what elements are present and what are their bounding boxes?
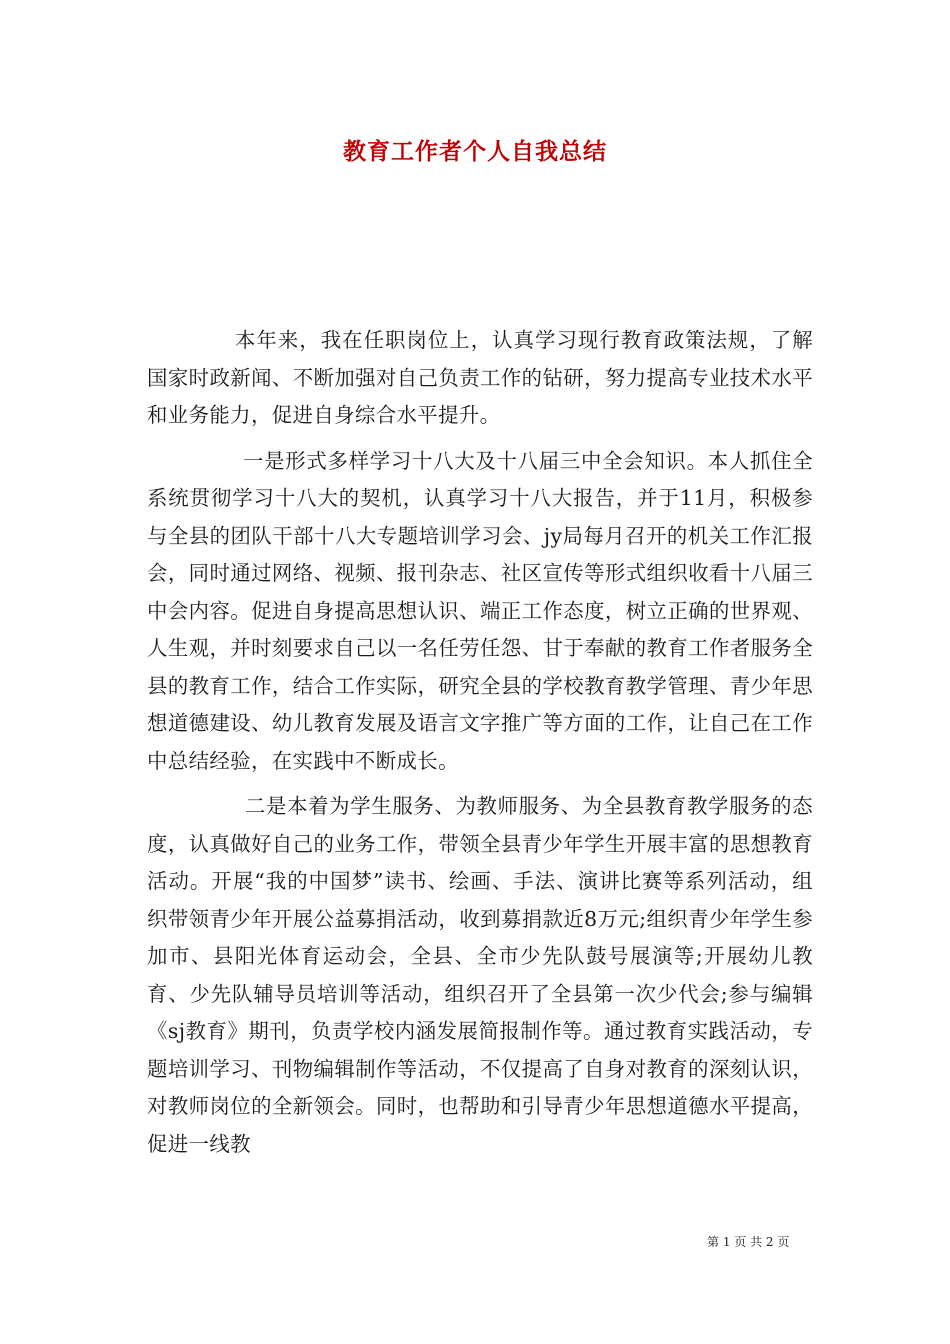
page-number: 第 1 页 共 2 页 — [707, 1235, 790, 1249]
document-title: 教育工作者个人自我总结 — [343, 138, 607, 165]
paragraph-service: 二是本着为学生服务、为教师服务、为全县教育教学服务的态度，认真做好自己的业务工作，带领全县青少年学生开展丰富的思想教育活动。开展“我的中国梦”读书、绘画、手法、演讲比赛等系列活动，组织带领青少年开展公益募捐活动，收到募捐款近8万元;组织青少年学生参加市、县阳光体育运动会，全县、全市少先队鼓号展演等;开展幼儿教育、少先队辅导员培训等活动，组织召开了全县第一次少代会;参与编辑《sj教育》期刊，负责学校内涵发展简报制作等。通过教育实践活动，专题培训学习、刊物编辑制作等活动，不仅提高了自身对教育的深刻认识，对教师岗位的全新领会。同时，也帮助和引导青少年思想道德水平提高，促进一线教 — [147, 794, 813, 1156]
document-body — [147, 322, 813, 1163]
paragraph-intro: 本年来，我在任职岗位上，认真学习现行教育政策法规，了解国家时政新闻、不断加强对自己负责工作的钻研，努力提高专业技术水平和业务能力，促进自身综合水平提升。 — [147, 328, 813, 427]
paragraph-study: 一是形式多样学习十八大及十八届三中全会知识。本人抓住全系统贯彻学习十八大的契机，认真学习十八大报告，并于11月，积极参与全县的团队干部十八大专题培训学习会、jy局每月召开的机关工作汇报会，同时通过网络、视频、报刊杂志、社区宣传等形式组织收看十八届三中会内容。促进自身提高思想认识、端正工作态度，树立正确的世界观、人生观，并时刻要求自己以一名任劳任怨、甘于奉献的教育工作者服务全县的教育工作，结合工作实际，研究全县的学校教育教学管理、青少年思想道德建设、幼儿教育发展及语言文字推广等方面的工作，让自己在工作中总结经验，在实践中不断成长。 — [147, 448, 813, 773]
